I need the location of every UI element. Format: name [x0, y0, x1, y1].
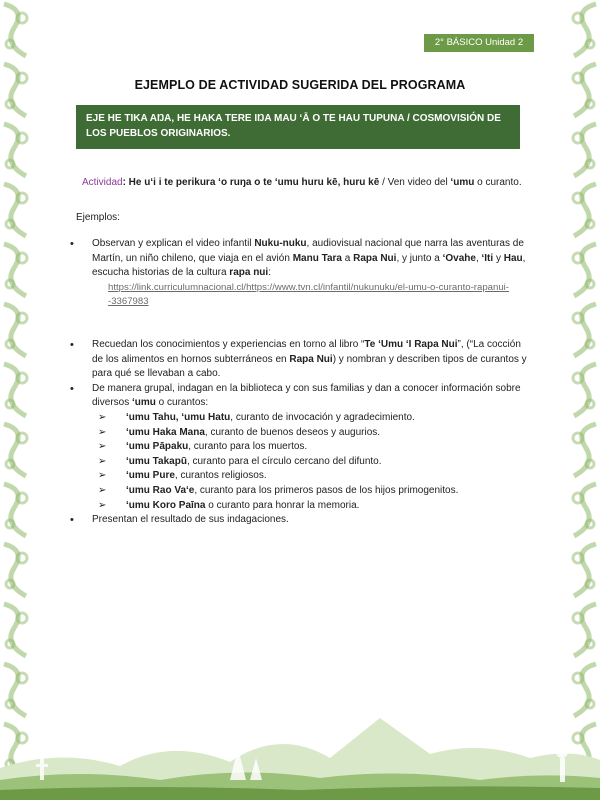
text: ”, (“La cocción de los alimentos en hornos subterráneos en	[92, 338, 521, 365]
page-title: EJEMPLO DE ACTIVIDAD SUGERIDA DEL PROGRAMA	[134, 78, 466, 92]
list-item	[64, 513, 534, 528]
curanto-desc: , curanto de buenos deseos y augurios.	[204, 426, 381, 438]
list-item	[64, 338, 534, 382]
video-link[interactable]: https://link.curriculumnacional.cl/https://www.tvn.cl/infantil/nukunuku/el-umu-o-curanto-rapanui--3367983	[108, 281, 509, 308]
text: , audiovisual nacional que narra las aventuras de Martín, un niño chileno, que viaja en el avión	[92, 238, 524, 264]
examples-list-2	[64, 338, 534, 528]
curanto-name: ʻumu Rao Vaʻe	[126, 484, 195, 496]
curanto-desc: , curanto para los primeros pasos de los hijos primogenitos.	[194, 484, 459, 496]
curanto-item	[92, 426, 534, 441]
bold-text: Te ʻUmu ʻI Rapa Nui	[364, 338, 458, 350]
text: y	[493, 252, 504, 264]
examples-content	[64, 237, 534, 528]
curanto-name: ʻumu Pāpaku	[126, 441, 189, 453]
curanto-name: ʻumu Haka Mana	[126, 426, 205, 438]
grade-unit-badge: 2° BÁSICO Unidad 2	[424, 34, 534, 52]
activity-text-b: o curanto.	[474, 177, 522, 188]
curanto-desc: , curanto para el círculo cercano del difunto.	[186, 455, 382, 467]
bold-text: Hau	[503, 252, 523, 264]
landscape-illustration	[0, 688, 600, 800]
curanto-item	[92, 484, 534, 499]
axis-banner: EJE HE TIKA AŊA, HE HAKA TERE IŊA MAU ʻĀ O TE HAU TUPUNA / COSMOVISIÓN DE LOS PUEBLOS ORIGINARIOS.	[76, 105, 520, 149]
activity-umu: ʻumu	[450, 177, 475, 188]
list-item	[64, 237, 534, 310]
text: , escucha historias de la cultura	[92, 252, 526, 279]
curanto-types-list	[92, 411, 534, 513]
curanto-item	[92, 469, 534, 484]
curanto-item	[92, 440, 534, 455]
curanto-item	[92, 499, 534, 514]
text: :	[268, 267, 271, 279]
examples-label: Ejemplos:	[76, 212, 120, 223]
text: Observan y explican el video infantil	[92, 238, 255, 249]
bold-text: ʻumu	[132, 397, 156, 409]
bold-text: Rapa Nui	[353, 252, 397, 264]
text: Recuedan los conocimientos y experiencias en torno al libro “	[92, 338, 365, 350]
list-item	[64, 382, 534, 513]
activity-line	[82, 176, 552, 190]
curanto-desc: , curanto de invocación y agradecimiento.	[230, 411, 415, 423]
curanto-name: ʻumu Pure	[126, 470, 175, 482]
text: ,	[475, 252, 482, 264]
curanto-item	[92, 455, 534, 470]
curanto-name: ʻumu Takapū	[126, 455, 187, 467]
curanto-desc: , curantos religiosos.	[174, 470, 267, 482]
curanto-item	[92, 411, 534, 426]
text: Presentan el resultado de sus indagaciones.	[92, 514, 289, 526]
bold-text: Rapa Nui	[289, 353, 333, 365]
left-decorative-border	[0, 0, 34, 800]
bold-text: rapa nui	[229, 267, 269, 279]
curanto-desc: o curanto para honrar la memoria.	[205, 499, 360, 511]
bold-text: Manu Tara	[292, 252, 342, 264]
bold-text: ʻOvahe	[442, 252, 476, 264]
curanto-desc: , curanto para los muertos.	[188, 441, 308, 453]
text: a	[341, 252, 354, 264]
text: o curantos:	[155, 397, 209, 409]
curanto-name: ʻumu Tahu, ʻumu Hatu	[126, 411, 231, 423]
examples-list	[64, 237, 534, 310]
right-decorative-border	[566, 0, 600, 800]
text: ) y nombran y describen tipos de curantos y para qué se llevaban a cabo.	[92, 353, 527, 380]
activity-text-a: / Ven video del	[379, 177, 451, 188]
text: De manera grupal, indagan en la biblioteca y con sus familias y dan a conocer información sobre diversos	[92, 382, 521, 409]
text: , y junto a	[396, 252, 443, 264]
activity-label: Actividad	[82, 177, 123, 188]
bold-text: ʻIti	[481, 252, 494, 264]
bold-text: Nuku-nuku	[254, 238, 307, 249]
activity-title: : He uʻi i te perikura ʻo ruŋa o te ʻumu huru kē, huru kē	[122, 177, 380, 188]
curanto-name: ʻumu Koro Paīna	[126, 499, 206, 511]
